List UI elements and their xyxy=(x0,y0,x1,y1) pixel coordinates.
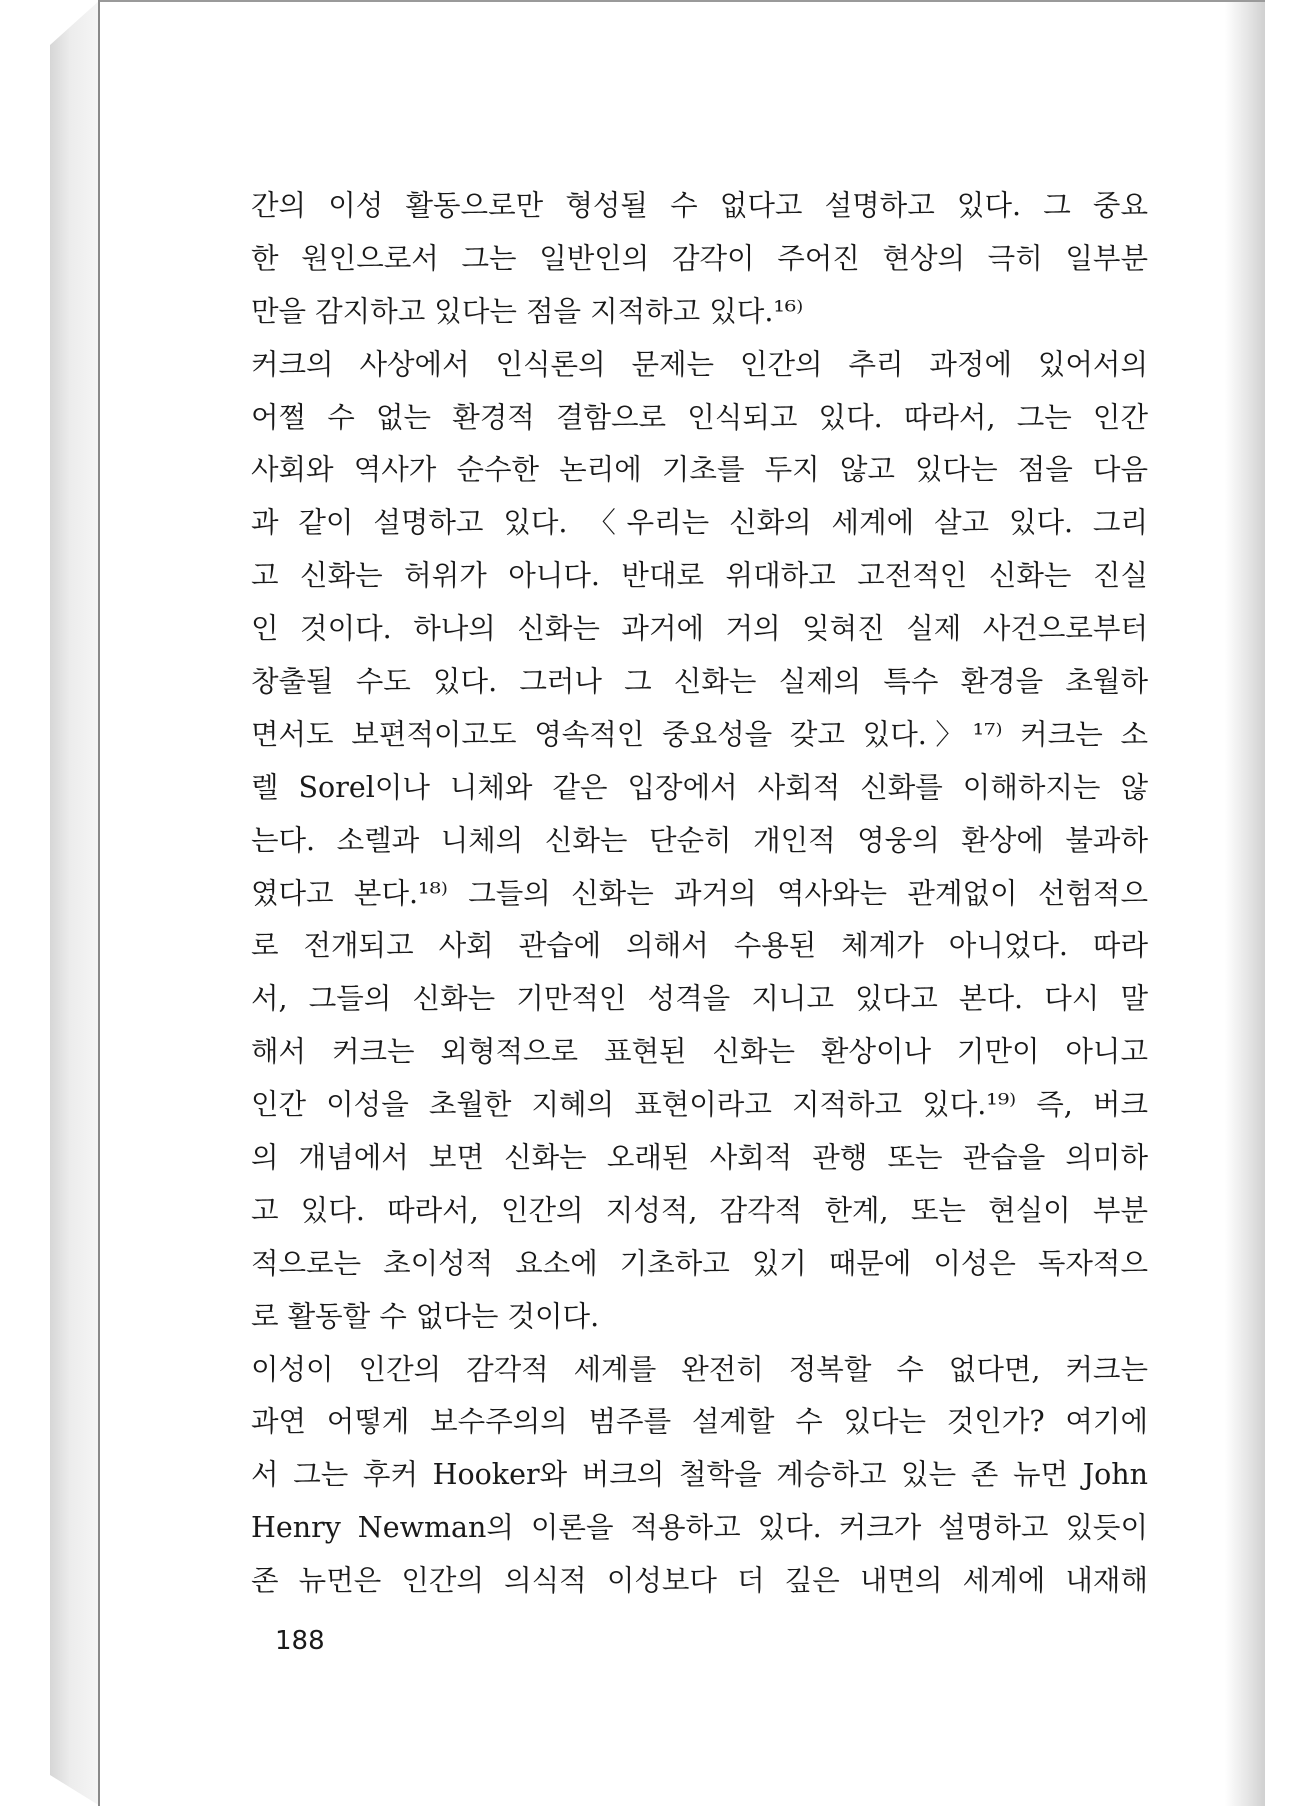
page-number: 188 xyxy=(275,1626,325,1656)
text-line: 인 것이다. 하나의 신화는 과거에 거의 잊혀진 실제 사건으로부터 xyxy=(251,612,1148,646)
text-line: 면서도 보편적이고도 영속적인 중요성을 갖고 있다.〉¹⁷⁾ 커크는 소 xyxy=(251,717,1148,751)
text-line: 어쩔 수 없는 환경적 결함으로 인식되고 있다. 따라서, 그는 인간 xyxy=(251,400,1148,434)
text-line: 사회와 역사가 순수한 논리에 기초를 두지 않고 있다는 점을 다음 xyxy=(251,453,1148,487)
text-line: 적으로는 초이성적 요소에 기초하고 있기 때문에 이성은 독자적으 xyxy=(251,1246,1148,1280)
text-line: 로 활동할 수 없다는 것이다. xyxy=(251,1299,600,1333)
text-line: 한 원인으로서 그는 일반인의 감각이 주어진 현상의 극히 일부분 xyxy=(251,241,1148,275)
text-line: 였다고 본다.¹⁸⁾ 그들의 신화는 과거의 역사와는 관계없이 선험적으 xyxy=(251,876,1148,910)
text-line: 는다. 소렐과 니체의 신화는 단순히 개인적 영웅의 환상에 불과하 xyxy=(251,823,1148,857)
text-line: 고 신화는 허위가 아니다. 반대로 위대하고 고전적인 신화는 진실 xyxy=(251,559,1148,593)
text-line: 고 있다. 따라서, 인간의 지성적, 감각적 한계, 또는 현실이 부분 xyxy=(251,1193,1148,1227)
text-line: 간의 이성 활동으로만 형성될 수 없다고 설명하고 있다. 그 중요 xyxy=(251,189,1148,222)
text-line: 서 그는 후커 Hooker와 버크의 철학을 계승하고 있는 존 뉴먼 John xyxy=(251,1458,1148,1492)
page-shadow xyxy=(1225,2,1265,1806)
text-line: Henry Newman의 이론을 적용하고 있다. 커크가 설명하고 있듯이 xyxy=(251,1511,1148,1545)
text-line: 이성이 인간의 감각적 세계를 완전히 정복할 수 없다면, 커크는 xyxy=(251,1352,1148,1386)
text-line: 커크의 사상에서 인식론의 문제는 인간의 추리 과정에 있어서의 xyxy=(251,347,1148,381)
text-line: 창출될 수도 있다. 그러나 그 신화는 실제의 특수 환경을 초월하 xyxy=(251,665,1148,699)
text-line: 인간 이성을 초월한 지혜의 표현이라고 지적하고 있다.¹⁹⁾ 즉, 버크 xyxy=(251,1088,1148,1122)
text-line: 과연 어떻게 보수주의의 범주를 설계할 수 있다는 것인가? 여기에 xyxy=(251,1405,1148,1439)
book-spine xyxy=(50,0,100,1806)
body-text xyxy=(251,180,1148,1608)
text-line: 렐 Sorel이나 니체와 같은 입장에서 사회적 신화를 이해하지는 않 xyxy=(251,770,1148,804)
text-line: 로 전개되고 사회 관습에 의해서 수용된 체계가 아니었다. 따라 xyxy=(251,929,1148,963)
text-line: 존 뉴먼은 인간의 의식적 이성보다 더 깊은 내면의 세계에 내재해 xyxy=(251,1564,1148,1598)
text-line: 해서 커크는 외형적으로 표현된 신화는 환상이나 기만이 아니고 xyxy=(251,1035,1148,1069)
text-line: 의 개념에서 보면 신화는 오래된 사회적 관행 또는 관습을 의미하 xyxy=(251,1141,1148,1175)
text-line: 서, 그들의 신화는 기만적인 성격을 지니고 있다고 본다. 다시 말 xyxy=(251,982,1148,1016)
text-line: 만을 감지하고 있다는 점을 지적하고 있다.¹⁶⁾ xyxy=(251,294,804,328)
text-line: 과 같이 설명하고 있다. 〈우리는 신화의 세계에 살고 있다. 그리 xyxy=(251,506,1148,540)
